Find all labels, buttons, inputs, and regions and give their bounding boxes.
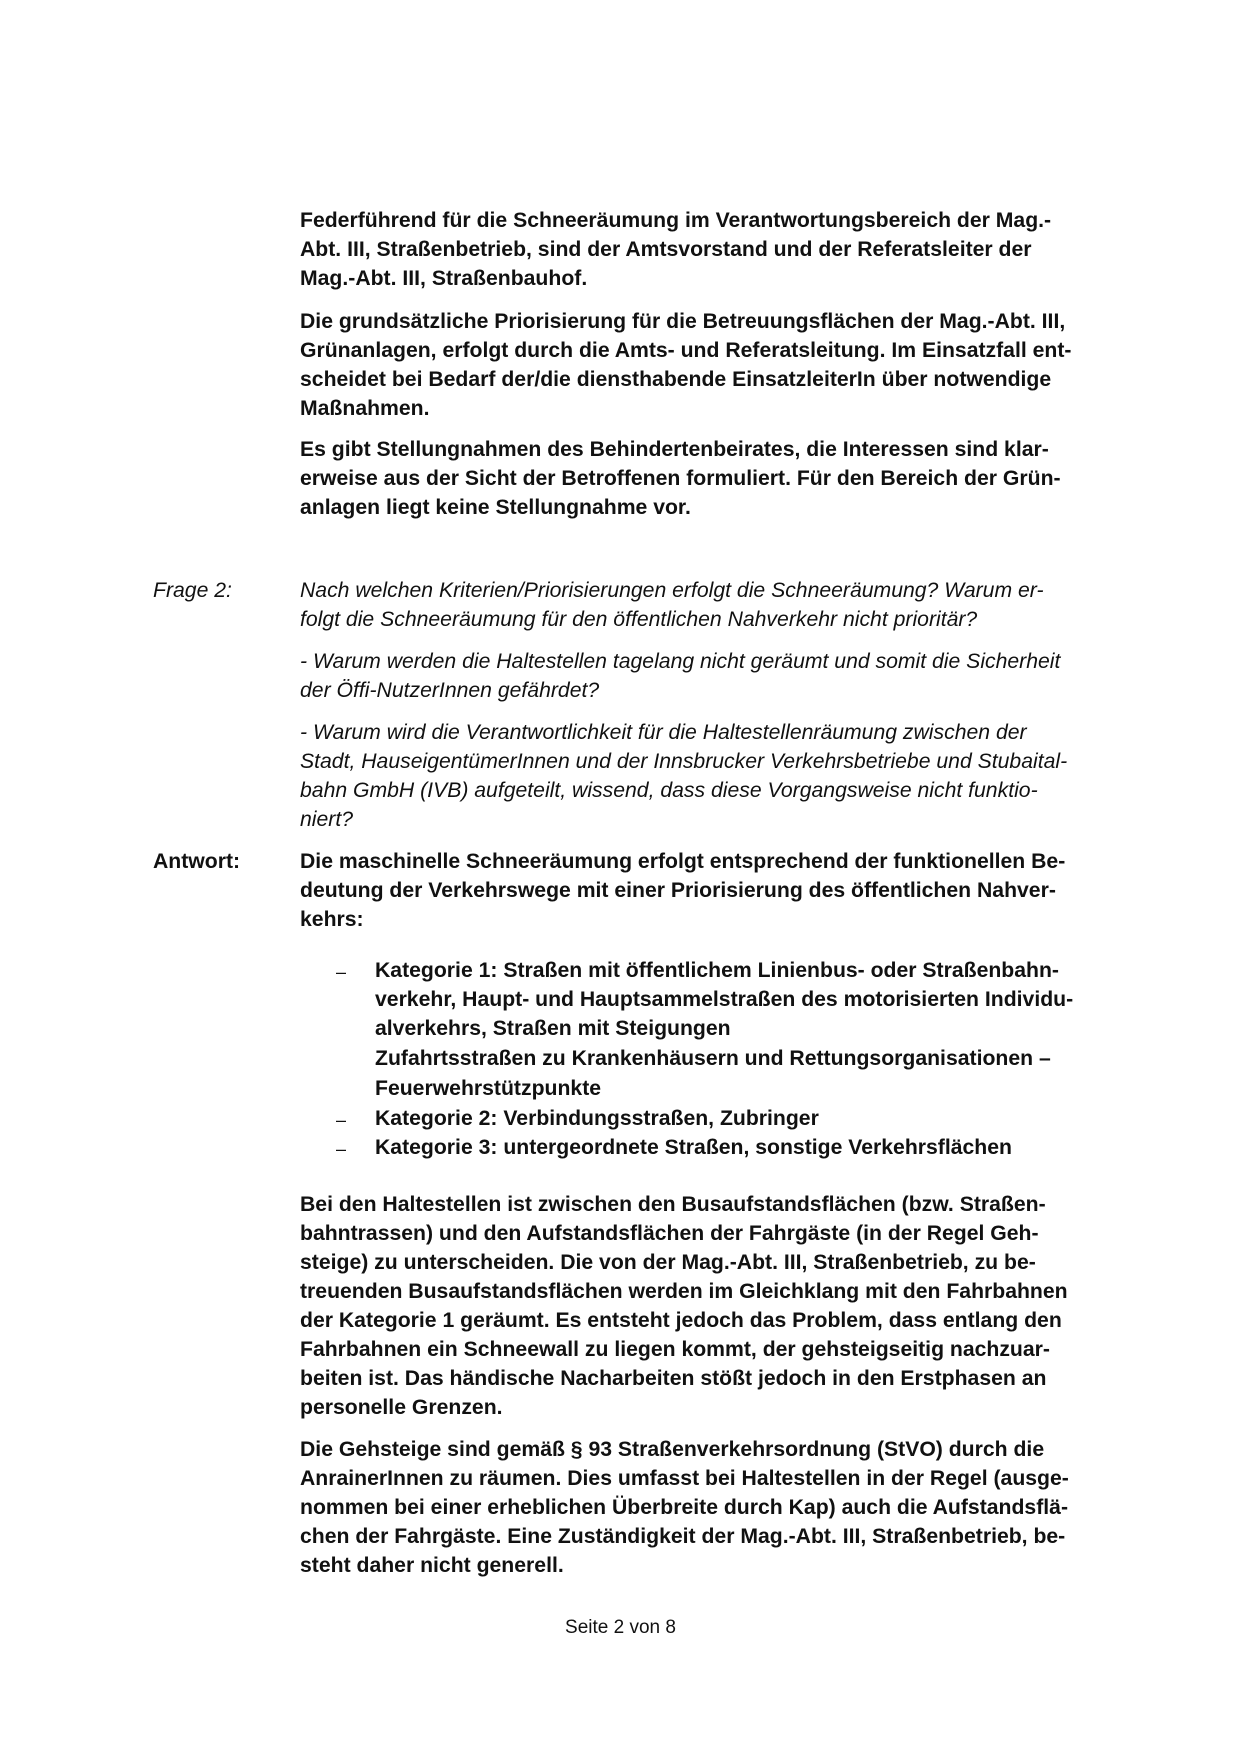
text-line: personelle Grenzen. (300, 1396, 503, 1419)
question-label: Frage 2: (153, 579, 232, 602)
text-line: alverkehrs, Straßen mit Steigungen (375, 1017, 731, 1040)
text-line: Kategorie 1: Straßen mit öffentlichem Linienbus- oder Straßenbahn- (375, 959, 1059, 982)
text-line: Bei den Haltestellen ist zwischen den Busaufstandsflächen (bzw. Straßen- (300, 1193, 1046, 1216)
text-line: der Kategorie 1 geräumt. Es entsteht jedoch das Problem, dass entlang den (300, 1309, 1062, 1332)
text-line: chen der Fahrgäste. Eine Zuständigkeit der Mag.-Abt. III, Straßenbetrieb, be- (300, 1525, 1066, 1548)
text-line: - Warum wird die Verantwortlichkeit für die Haltestellenräumung zwischen der (300, 721, 1027, 744)
text-line: folgt die Schneeräumung für den öffentlichen Nahverkehr nicht prioritär? (300, 608, 978, 631)
text-line: Die Gehsteige sind gemäß § 93 Straßenverkehrsordnung (StVO) durch die (300, 1438, 1045, 1461)
bullet-dash: – (336, 1110, 347, 1130)
text-line: beiten ist. Das händische Nacharbeiten stößt jedoch in den Erstphasen an (300, 1367, 1047, 1390)
text-line: Zufahrtsstraßen zu Krankenhäusern und Rettungsorganisationen – (375, 1047, 1051, 1070)
text-line: Stadt, HauseigentümerInnen und der Innsbrucker Verkehrsbetriebe und Stubaital- (300, 750, 1068, 773)
text-line: verkehr, Haupt- und Hauptsammelstraßen des motorisierten Individu- (375, 988, 1074, 1011)
text-line: Kategorie 3: untergeordnete Straßen, sonstige Verkehrsflächen (375, 1136, 1012, 1159)
text-line: Fahrbahnen ein Schneewall zu liegen kommt, der gehsteigseitig nachzuar- (300, 1338, 1050, 1361)
text-line: bahn GmbH (IVB) aufgeteilt, wissend, dass diese Vorgangsweise nicht funktio- (300, 779, 1038, 802)
bullet-dash: – (336, 1139, 347, 1159)
text-line: Federführend für die Schneeräumung im Verantwortungsbereich der Mag.- (300, 209, 1052, 232)
text-line: Die grundsätzliche Priorisierung für die Betreuungsflächen der Mag.-Abt. III, (300, 310, 1066, 333)
text-line: steige) zu unterscheiden. Die von der Mag.-Abt. III, Straßenbetrieb, zu be- (300, 1251, 1036, 1274)
text-line: anlagen liegt keine Stellungnahme vor. (300, 496, 691, 519)
text-line: erweise aus der Sicht der Betroffenen formuliert. Für den Bereich der Grün- (300, 467, 1061, 490)
text-line: niert? (300, 808, 353, 831)
text-line: deutung der Verkehrswege mit einer Priorisierung des öffentlichen Nahver- (300, 879, 1056, 902)
text-line: Mag.-Abt. III, Straßenbauhof. (300, 267, 588, 290)
text-line: AnrainerInnen zu räumen. Dies umfasst bei Haltestellen in der Regel (ausge- (300, 1467, 1069, 1490)
text-line: Grünanlagen, erfolgt durch die Amts- und Referatsleitung. Im Einsatzfall ent- (300, 339, 1072, 362)
text-line: nommen bei einer erheblichen Überbreite durch Kap) auch die Aufstandsflä- (300, 1496, 1068, 1519)
text-line: bahntrassen) und den Aufstandsflächen der Fahrgäste (in der Regel Geh- (300, 1222, 1039, 1245)
text-line: Kategorie 2: Verbindungsstraßen, Zubringer (375, 1107, 819, 1130)
text-line: - Warum werden die Haltestellen tagelang nicht geräumt und somit die Sicherheit (300, 650, 1061, 673)
bullet-dash: – (336, 962, 347, 982)
text-line: Feuerwehrstützpunkte (375, 1077, 602, 1100)
text-line: kehrs: (300, 908, 364, 931)
text-line: Maßnahmen. (300, 397, 430, 420)
text-line: Es gibt Stellungnahmen des Behindertenbeirates, die Interessen sind klar- (300, 438, 1049, 461)
text-line: scheidet bei Bedarf der/die diensthabende EinsatzleiterIn über notwendige (300, 368, 1052, 391)
text-line: steht daher nicht generell. (300, 1554, 564, 1577)
text-line: Nach welchen Kriterien/Priorisierungen erfolgt die Schneeräumung? Warum er- (300, 579, 1044, 602)
answer-label: Antwort: (153, 850, 241, 873)
text-line: Abt. III, Straßenbetrieb, sind der Amtsvorstand und der Referatsleiter der (300, 238, 1032, 261)
text-line: Die maschinelle Schneeräumung erfolgt entsprechend der funktionellen Be- (300, 850, 1066, 873)
page-footer: Seite 2 von 8 (565, 1617, 676, 1638)
text-line: treuenden Busaufstandsflächen werden im Gleichklang mit den Fahrbahnen (300, 1280, 1068, 1303)
text-line: der Öffi-NutzerInnen gefährdet? (300, 679, 600, 702)
